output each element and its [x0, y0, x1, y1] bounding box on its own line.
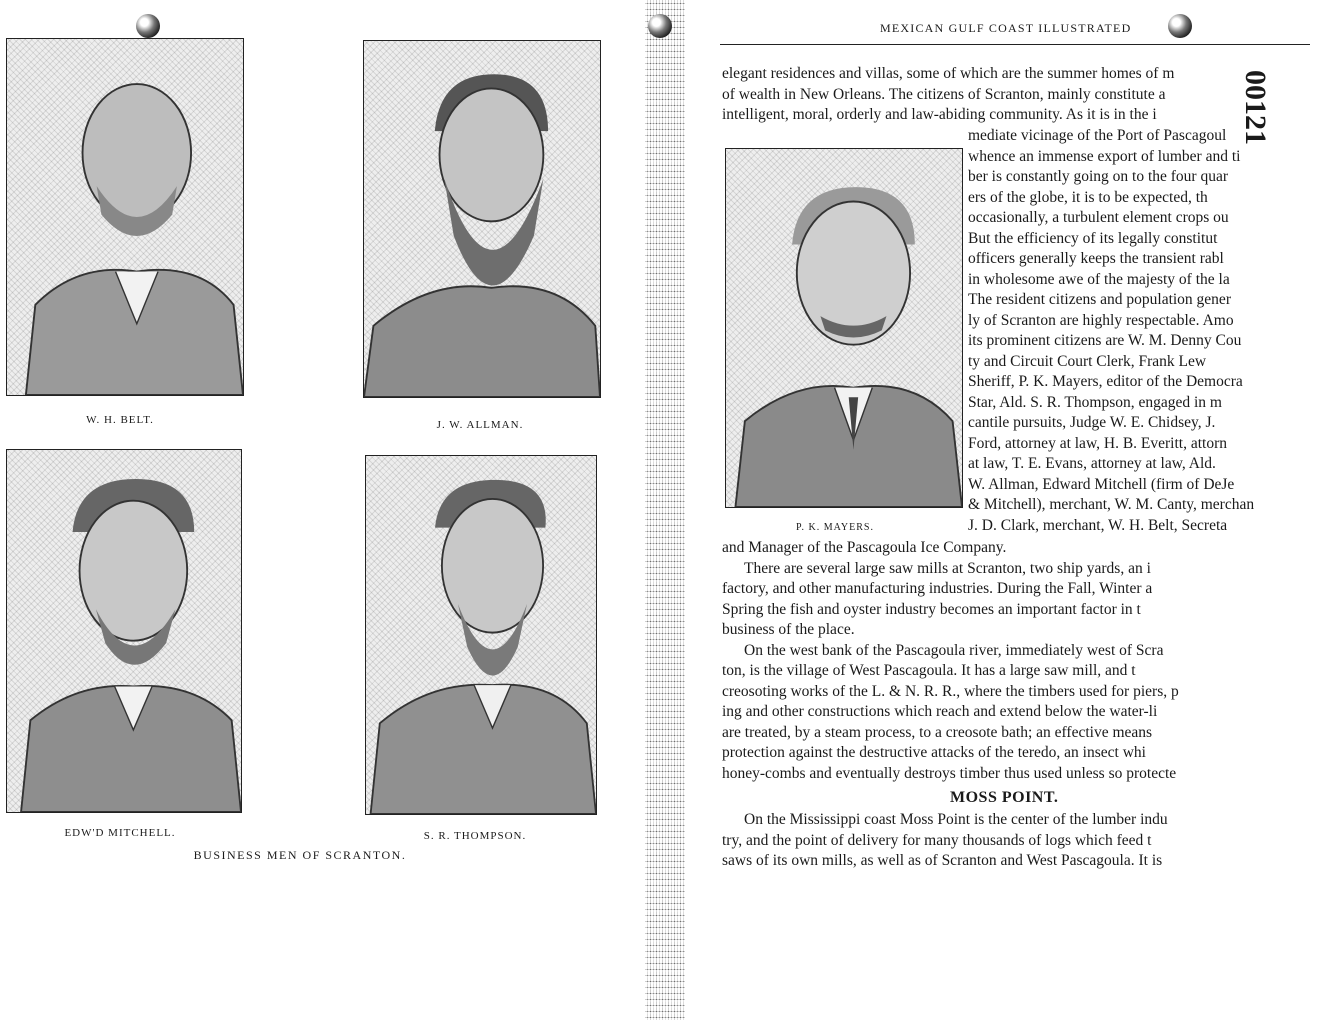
text-line: and Manager of the Pascagoula Ice Company.	[722, 539, 1007, 556]
text-line: ly of Scranton are highly respectable. Amo	[968, 311, 1234, 329]
text-line: ers of the globe, it is to be expected, th	[968, 188, 1208, 206]
text-line: honey-combs and eventually destroys timber thus used unless so protecte	[722, 764, 1177, 782]
portrait-sketch-icon	[364, 41, 600, 397]
header-rule	[720, 44, 1310, 45]
text-line: ing and other constructions which reach and extend below the water-li	[722, 703, 1158, 720]
text-line: Ford, attorney at law, H. B. Everitt, attorn	[968, 434, 1227, 452]
paragraph-moss-point	[722, 810, 1312, 872]
text-line: cantile pursuits, Judge W. E. Chidsey, J.	[968, 414, 1216, 431]
text-line: On the Mississippi coast Moss Point is the center of the lumber indu	[744, 811, 1168, 828]
portrait-caption: W. H. BELT.	[86, 414, 154, 426]
text-line: & Mitchell), merchant, W. M. Canty, merchan	[968, 496, 1255, 513]
portrait-caption: S. R. THOMPSON.	[423, 830, 527, 842]
text-line: ty and Circuit Court Clerk, Frank Lew	[968, 352, 1207, 370]
text-line: of wealth in New Orleans. The citizens of Scranton, mainly constitute a	[722, 85, 1166, 103]
portrait-caption: J. W. ALLMAN.	[436, 419, 524, 431]
text-line: try, and the point of delivery for many thousands of logs which feed t	[722, 831, 1152, 849]
running-head: MEXICAN GULF COAST ILLUSTRATED	[880, 21, 1132, 35]
portrait-sketch-icon	[366, 456, 596, 814]
text-line: business of the place.	[722, 621, 855, 638]
portrait-sketch-icon	[7, 450, 241, 812]
portrait-sketch-icon	[726, 149, 962, 507]
text-line: J. D. Clark, merchant, W. H. Belt, Secreta	[968, 516, 1228, 534]
text-line: elegant residences and villas, some of which are the summer homes of m	[722, 65, 1175, 82]
portrait-sketch-icon	[7, 39, 243, 395]
text-line: protection against the destructive attacks of the teredo, an insect whi	[722, 744, 1146, 761]
portrait-mayers	[725, 148, 963, 508]
text-line: in wholesome awe of the majesty of the la	[968, 270, 1230, 288]
text-line: factory, and other manufacturing industries. During the Fall, Winter a	[722, 580, 1153, 597]
text-line: On the west bank of the Pascagoula river, immediately west of Scra	[744, 641, 1164, 659]
text-line: officers generally keeps the transient rabl	[968, 250, 1224, 267]
text-line: The resident citizens and population gener	[968, 291, 1231, 308]
text-line: Spring the fish and oyster industry becomes an important factor in t	[722, 600, 1141, 618]
text-line: at law, T. E. Evans, attorney at law, Ald.	[968, 455, 1216, 472]
portrait-allman	[363, 40, 601, 398]
portrait-mitchell	[6, 449, 242, 813]
binding-gutter	[645, 0, 685, 1020]
text-line: creosoting works of the L. & N. R. R., where the timbers used for piers, p	[722, 682, 1179, 700]
paragraph-body	[722, 538, 1312, 784]
text-line: Sheriff, P. K. Mayers, editor of the Democra	[968, 373, 1243, 390]
text-line: its prominent citizens are W. M. Denny Cou	[968, 332, 1242, 349]
text-line: Star, Ald. S. R. Thompson, engaged in m	[968, 393, 1222, 411]
portrait-caption: EDW'D MITCHELL.	[64, 827, 176, 839]
section-heading: MOSS POINT.	[950, 789, 1059, 806]
plate-title: BUSINESS MEN OF SCRANTON.	[193, 848, 407, 862]
text-line: are treated, by a steam process, to a creosote bath; an effective means	[722, 723, 1153, 741]
text-line: whence an immense export of lumber and ti	[968, 147, 1241, 165]
text-line: intelligent, moral, orderly and law-abiding community. As it is in the i	[722, 106, 1157, 123]
paragraph-wrap	[968, 126, 1310, 536]
text-line: ton, is the village of West Pascagoula. It has a large saw mill, and t	[722, 662, 1136, 679]
portrait-caption: P. K. MAYERS.	[796, 522, 874, 533]
left-page	[0, 0, 645, 1020]
text-line: saws of its own mills, as well as of Scranton and West Pascagoula. It is	[722, 852, 1163, 869]
text-line: There are several large saw mills at Scranton, two ship yards, an i	[744, 559, 1151, 577]
text-line: occasionally, a turbulent element crops ou	[968, 209, 1229, 226]
text-line: ber is constantly going on to the four quar	[968, 168, 1229, 185]
right-page	[680, 0, 1320, 1020]
portrait-belt	[6, 38, 244, 396]
pushpin-icon	[136, 14, 160, 38]
pushpin-icon	[1168, 14, 1192, 38]
page-number-stamp: 00121	[1239, 70, 1272, 145]
paragraph-intro	[722, 64, 1312, 126]
text-line: mediate vicinage of the Port of Pascagoul	[968, 127, 1227, 144]
portrait-thompson	[365, 455, 597, 815]
text-line: W. Allman, Edward Mitchell (firm of DeJe	[968, 475, 1235, 493]
text-line: But the efficiency of its legally constitut	[968, 229, 1218, 247]
pushpin-icon	[648, 14, 672, 38]
